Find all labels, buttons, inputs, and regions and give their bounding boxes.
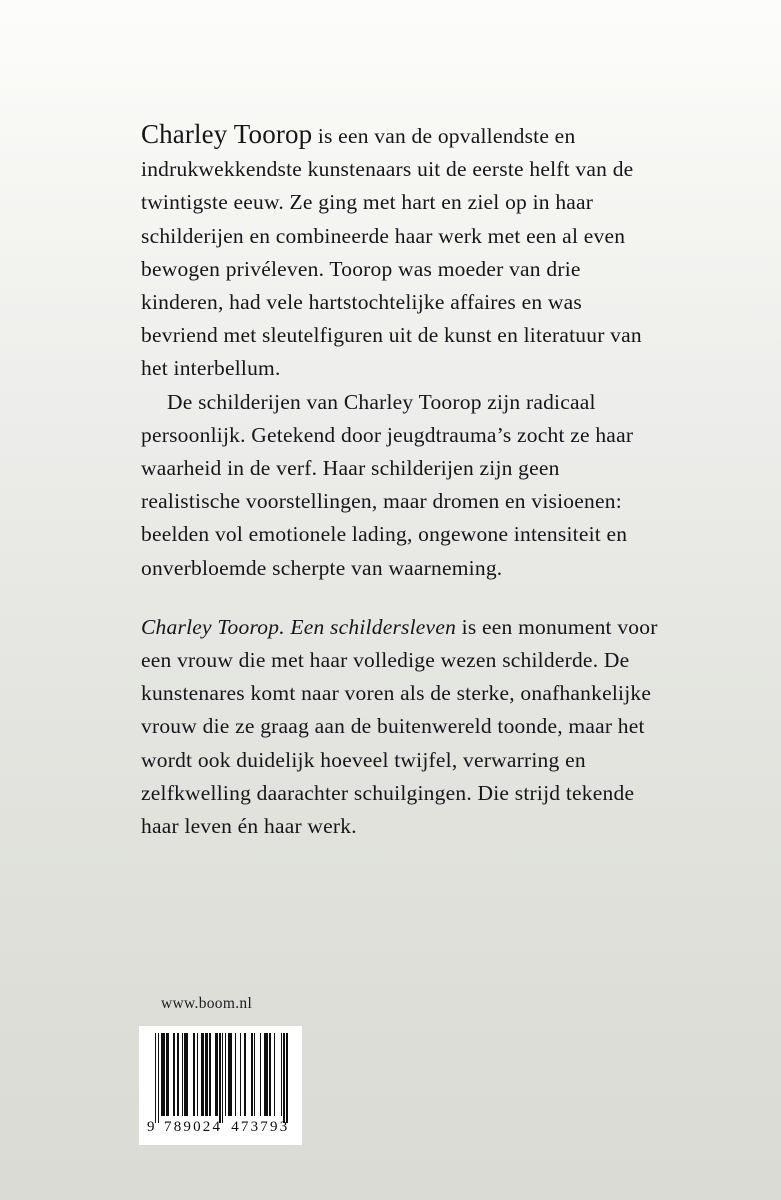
barcode-bar [286,1033,287,1123]
blurb-paragraph-1 [141,118,659,386]
barcode-digit-group-2: 473793 [231,1119,290,1135]
book-title-italic: Charley Toorop. Een schildersleven [141,614,457,639]
barcode-digit-group-1: 789024 [164,1119,223,1135]
author-name-lead: Charley Toorop [141,119,313,149]
blurb-paragraph-3-text: is een monument voor een vrouw die met haar volledige wezen schilderde. De kunstenares komt naar voren als de sterke, onafhankelijke vrouw die ze graag aan de buitenwereld toonde, maar het wordt ook duidelijk hoeveel twijfel, verwarring en zelfkwelling daarachter schuilgingen. Die strijd tekende haar leven én haar werk. [141,614,658,839]
barcode-digits [139,1116,302,1138]
barcode-digit-lead: 9 [147,1119,155,1135]
barcode-bars [155,1033,288,1116]
blurb-paragraph-2: De schilderijen van Charley Toorop zijn radicaal persoonlijk. Getekend door jeugdtrauma’s zocht ze haar waarheid in de verf. Haar schilderijen zijn geen realistische voorstellingen, maar dromen en visioenen: beelden vol emotionele lading, ongewone intensiteit en onverbloemde scherpte van waarneming. [141,389,634,580]
blurb-paragraph-3 [141,611,659,843]
isbn-barcode [139,1026,302,1145]
publisher-website-url[interactable]: www.boom.nl [161,995,253,1012]
blurb-text-block [141,118,659,843]
blurb-paragraph-1-text: is een van de opvallendste en indrukwekkendste kunstenaars uit de eerste helft van de twintigste eeuw. Ze ging met hart en ziel op in haar schilderijen en combineerde haar werk met een al even bewogen privéleven. Toorop was moeder van drie kinderen, had vele hartstochtelijke affaires en was bevriend met sleutelfiguren uit de kunst en literatuur van het interbellum. [141,124,642,381]
